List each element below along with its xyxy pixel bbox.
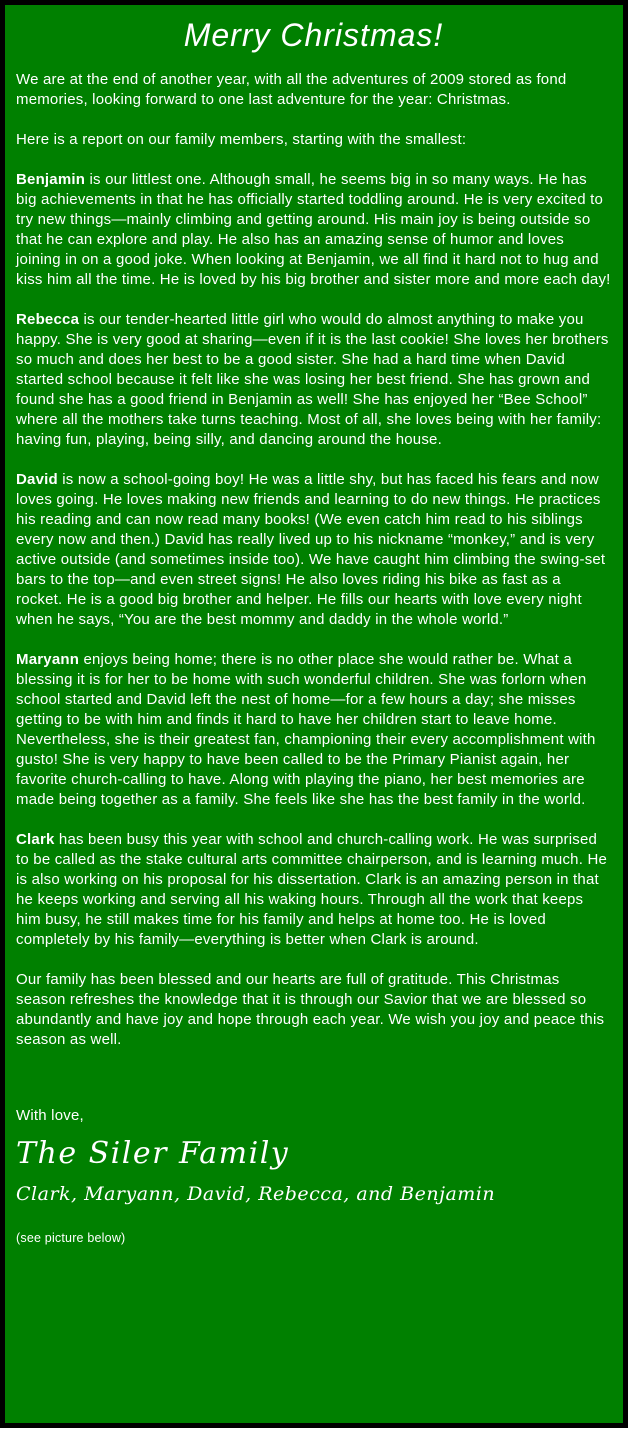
intro-paragraph-1: We are at the end of another year, with all the adventures of 2009 stored as fond memories, looking forward to one last adventure for the year: Christmas. xyxy=(16,71,567,108)
family-paragraph-rebecca xyxy=(16,310,611,450)
footnote-text: (see picture below) xyxy=(16,1231,126,1245)
signature-members: Clark, Maryann, David, Rebecca, and Benjamin xyxy=(16,1183,496,1205)
signoff-text: With love, xyxy=(16,1107,84,1124)
family-text-clark: has been busy this year with school and church-calling work. He was surprised to be called as the stake cultural arts committee chairperson, and is learning much. He is also working on his proposal for his dissertation. Clark is an amazing person in that he keeps working and serving all his waking hours. Through all the work that keeps him busy, he still makes time for his family and helps at home too. He is loved completely by his family—everything is better when Clark is around. xyxy=(16,831,608,948)
family-paragraph-clark xyxy=(16,830,611,950)
intro-paragraph-2: Here is a report on our family members, starting with the smallest: xyxy=(16,131,467,148)
family-text-rebecca: is our tender-hearted little girl who would do almost anything to make you happy. She is very good at sharing—even if it is the last cookie! She loves her brothers so much and does her best to be a good sister. She had a hard time when David started school because it felt like she was losing her best friend. She has grown and found she has a good friend in Benjamin as well! She has enjoyed her “Bee School” where all the mothers take turns teaching. Most of all, she loves being with her family: having fun, playing, being silly, and dancing around the house. xyxy=(16,311,609,448)
family-paragraph-david xyxy=(16,470,611,630)
signature-family-name: The Siler Family xyxy=(16,1136,290,1171)
family-text-maryann: enjoys being home; there is no other place she would rather be. What a blessing it is for her to be home with such wonderful children. She was forlorn when school started and David left the nest of home—for a few hours a day; she misses getting to be with him and finds it hard to have her children start to leave home. Nevertheless, she is their greatest fan, championing their every accomplishment with gusto! She is very happy to have been called to be the Primary Pianist again, her favorite church-calling to have. Along with playing the piano, her best memories are made being together as a family. She feels like she has the best family in the world. xyxy=(16,651,596,808)
family-text-david: is now a school-going boy! He was a little shy, but has faced his fears and now loves going. He loves making new friends and learning to do new things. He practices his reading and can now read many books! (We even catch him read to his siblings every now and then.) David has really lived up to his nickname “monkey,” and is very active outside (and sometimes inside too). We have caught him climbing the swing-set bars to the top—and even street signs! He also loves riding his bike as fast as a rocket. He is a good big brother and helper. He fills our hearts with love every night when he says, “You are the best mommy and daddy in the whole world.” xyxy=(16,471,606,628)
family-name-david: David xyxy=(16,471,58,488)
family-name-clark: Clark xyxy=(16,831,55,848)
family-name-rebecca: Rebecca xyxy=(16,311,80,328)
family-name-benjamin: Benjamin xyxy=(16,171,86,188)
letter-title: Merry Christmas! xyxy=(183,17,444,53)
family-paragraph-benjamin xyxy=(16,170,611,290)
closing-paragraph: Our family has been blessed and our hearts are full of gratitude. This Christmas season refreshes the knowledge that it is through our Savior that we are blessed so abundantly and have joy and hope through each year. We wish you joy and peace this season as well. xyxy=(16,971,605,1048)
family-paragraph-maryann xyxy=(16,650,611,810)
family-text-benjamin: is our littlest one. Although small, he seems big in so many ways. He has big achievements in that he has officially started toddling around. He is very excited to try new things—mainly climbing and getting around. His main joy is being outside so that he can explore and play. He also has an amazing sense of humor and loves joining in on a good joke. When looking at Benjamin, we all find it hard not to hug and kiss him all the time. He is loved by his big brother and sister more and more each day! xyxy=(16,171,611,288)
family-name-maryann: Maryann xyxy=(16,651,80,668)
